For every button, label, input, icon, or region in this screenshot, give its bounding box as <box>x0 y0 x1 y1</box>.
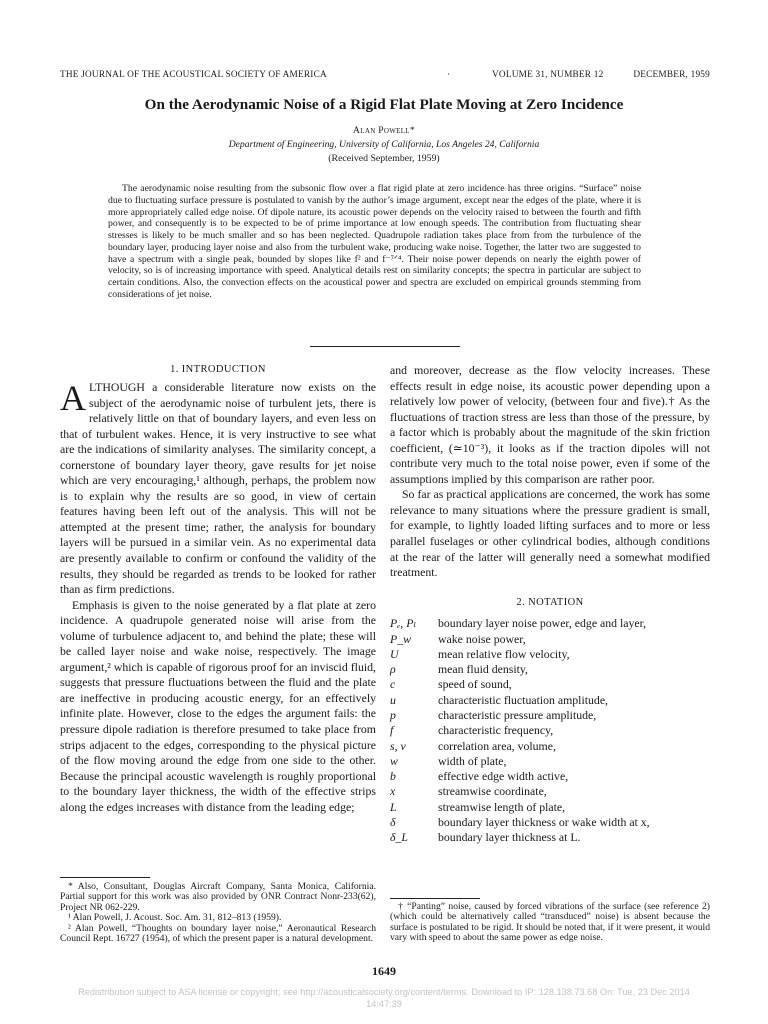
notation-row <box>390 616 710 631</box>
notation-symbol: w <box>390 753 398 768</box>
notation-definition: mean fluid density, <box>438 662 528 677</box>
issue-date: DECEMBER, 1959 <box>633 70 710 80</box>
notation-symbol: u <box>390 692 396 707</box>
notation-row <box>390 815 710 830</box>
watermark-line-2: 14:47:39 <box>366 999 402 1009</box>
notation-list <box>390 616 710 845</box>
volume-number: VOLUME 31, NUMBER 12 <box>492 70 604 80</box>
notation-row <box>390 632 710 647</box>
footnote-divider <box>60 877 150 878</box>
notation-row <box>390 754 710 769</box>
notation-definition: width of plate, <box>438 753 507 768</box>
intro-paragraph-4: So far as practical applications are concerned, the work has some relevance to many situations where the pressure gradient is small, for example, to lightly loaded lifting surfaces and to more or less parallel fuselages or other cylindrical bodies, although conditions at the rear of the latter will generally need a somewhat modified treatment. <box>390 487 710 580</box>
notation-symbol: ρ <box>390 662 396 677</box>
intro-paragraph-1 <box>60 380 376 598</box>
abstract-divider <box>310 346 460 347</box>
section-heading-introduction: 1. INTRODUCTION <box>170 364 266 375</box>
notation-symbol: L <box>390 799 397 814</box>
notation-row <box>390 662 710 677</box>
notation-definition: boundary layer thickness or wake width at x, <box>438 815 650 830</box>
notation-symbol: P_w <box>390 631 411 646</box>
dagger-footnote <box>390 902 710 944</box>
footnote-affiliation: * Also, Consultant, Douglas Aircraft Company, Santa Monica, California. Partial support for this work was also provided by ONR Contract Nonr-233(62), Project NR 062-229. <box>60 881 376 913</box>
notation-row <box>390 693 710 708</box>
notation-definition: streamwise length of plate, <box>438 799 566 814</box>
notation-symbol: x <box>390 784 396 799</box>
abstract <box>108 183 641 301</box>
notation-symbol: c <box>390 677 396 692</box>
received-date: (Received September, 1959) <box>328 153 440 164</box>
dagger-note-divider <box>390 898 480 899</box>
notation-row <box>390 830 710 845</box>
abstract-text: The aerodynamic noise resulting from the subsonic flow over a flat rigid plate at zero incidence has three origins. “Surface” noise due to fluctuating surface pressure is postulated to vanish by the author’s image argument, except near the edges of the plate, where it is more appropriately called edge noise. Of dipole nature, its acoustic power depends on the velocity raised to between the fourth and fifth power, and consequently is to be expected to be of prime importance at low enough speeds. The contribution from fluctuating shear stresses is likely to be much smaller and so has been neglected. Quadrupole radiation takes place from from the turbulence of the boundary layer, producing layer noise and also from the turbulent wake, producing wake noise. Together, the latter two are suggested to have a spectrum with a single peak, bounded by slopes like f² and f⁻⁷ᐟ⁴. Their noise power depends on nearly the eighth power of velocity, so is of increasing importance with speed. Analytical details rest on similarity concepts; the spectra in particular are subject to certain conditions. Also, the convection effects on the acoustical power and spectra are excluded on empirical grounds stemming from considerations of jet noise. <box>108 183 641 300</box>
notation-definition: characteristic frequency, <box>438 723 554 738</box>
page-number: 1649 <box>372 964 396 978</box>
notation-symbol: b <box>390 769 396 784</box>
notation-symbol: f <box>390 723 394 738</box>
footnotes <box>60 882 376 944</box>
running-header <box>60 70 710 84</box>
intro-paragraph-3: and moreover, decrease as the flow velocity increases. These effects result in edge noise, its acoustic power depending upon a relatively low power of velocity, (between four and five).† As the fluctuations of traction stress are less than those of the pressure, by a factor which is probably about the magnitude of the skin friction coefficient, (≃10⁻³), it looks as if the traction dipoles will not contribute very much to the total noise power, even if some of the assumptions implied by this comparison are rather poor. <box>390 363 710 486</box>
dagger-footnote-text: † “Panting” noise, caused by forced vibrations of the surface (see reference 2) (which could be alternatively called “transduced” noise) is absent because the surface is postulated to be rigid. It should be noted that, if it were present, it would vary with speed to about the same power as edge noise. <box>390 901 710 944</box>
notation-row <box>390 677 710 692</box>
notation-symbol: p <box>390 707 396 722</box>
download-watermark <box>0 986 768 1010</box>
notation-row <box>390 708 710 723</box>
intro-paragraph-2: Emphasis is given to the noise generated by a flat plate at zero incidence. A quadrupole generated noise will arise from the volume of turbulence adjacent to, and behind the plate; these will be called layer noise and wake noise, respectively. The image argument,² which is capable of rigorous proof for an inviscid fluid, suggests that pressure fluctuations between the fluid and the plate are ineffective in producing acoustic energy, for an effectively infinite plate. However, close to the edges the argument fails: the pressure dipole radiation is therefore presumed to take place from strips adjacent to the edges, corresponding to the physical picture of the flow moving around the edge from one side to the other. Because the principal acoustic wavelength is roughly proportional to the boundary layer thickness, the width of the effective strips along the edges increases with distance from the leading edge; <box>60 597 376 814</box>
intro-paragraph-1-text: LTHOUGH a considerable literature now exists on the subject of the aerodynamic noise of turbulent jets, there is relatively little on that of boundary layers, and even less on that of turbulent wakes. Hence, it is very instructive to see what are the indications of similarity analyses. The similarity concept, a cornerstone of boundary layer theory, gave results for jet noise which are very encouraging,¹ although, perhaps, the problem now is to explain why the results are so good, in view of certain features having been left out of the analysis. This will not be attempted at the present time; rather, the analysis for boundary layers will be pursued in a similar vein. As no experimental data are presently available to confirm or confound the validity of the results, they should be regarded as trends to be looked for rather than as firm predictions. <box>60 380 376 597</box>
left-column <box>60 380 376 815</box>
notation-definition: boundary layer thickness at L. <box>438 830 581 845</box>
notation-row <box>390 723 710 738</box>
drop-cap: A <box>60 378 86 418</box>
notation-definition: speed of sound, <box>438 677 512 692</box>
notation-definition: characteristic fluctuation amplitude, <box>438 692 609 707</box>
notation-row <box>390 739 710 754</box>
notation-row <box>390 769 710 784</box>
notation-row <box>390 800 710 815</box>
notation-symbol: s, v <box>390 738 406 753</box>
notation-symbol: Pₑ, Pₗ <box>390 616 417 631</box>
watermark-line-1: Redistribution subject to ASA license or copyright; see http://acousticalsociety.org/content/terms. Download to IP: 128.138.73.68 On: Tue, 23 Dec 2014 <box>78 987 690 997</box>
notation-definition: boundary layer noise power, edge and layer, <box>438 616 647 631</box>
author-name: Alan Powell* <box>353 125 415 136</box>
paper-title: On the Aerodynamic Noise of a Rigid Flat Plate Moving at Zero Incidence <box>144 96 624 113</box>
header-separator: · <box>447 70 451 80</box>
notation-definition: effective edge width active, <box>438 769 569 784</box>
notation-symbol: δ <box>390 815 396 830</box>
right-column <box>390 363 710 846</box>
footnote-ref-2: ² Alan Powell, “Thoughts on boundary layer noise,” Aeronautical Research Council Rept. 16727 (1954), of which the present paper is a natural development. <box>60 922 376 945</box>
author-affiliation: Department of Engineering, University of California, Los Angeles 24, California <box>228 139 540 150</box>
notation-row <box>390 647 710 662</box>
notation-definition: wake noise power, <box>438 631 526 646</box>
notation-symbol: U <box>390 646 399 661</box>
notation-definition: streamwise coordinate, <box>438 784 547 799</box>
notation-definition: characteristic pressure amplitude, <box>438 707 597 722</box>
notation-definition: mean relative flow velocity, <box>438 646 570 661</box>
notation-definition: correlation area, volume, <box>438 738 556 753</box>
footnote-ref-1: ¹ Alan Powell, J. Acoust. Soc. Am. 31, 812–813 (1959). <box>68 912 282 924</box>
notation-symbol: δ_L <box>390 830 408 845</box>
section-heading-notation: 2. NOTATION <box>516 596 584 608</box>
journal-name: THE JOURNAL OF THE ACOUSTICAL SOCIETY OF AMERICA <box>60 70 327 80</box>
notation-row <box>390 784 710 799</box>
